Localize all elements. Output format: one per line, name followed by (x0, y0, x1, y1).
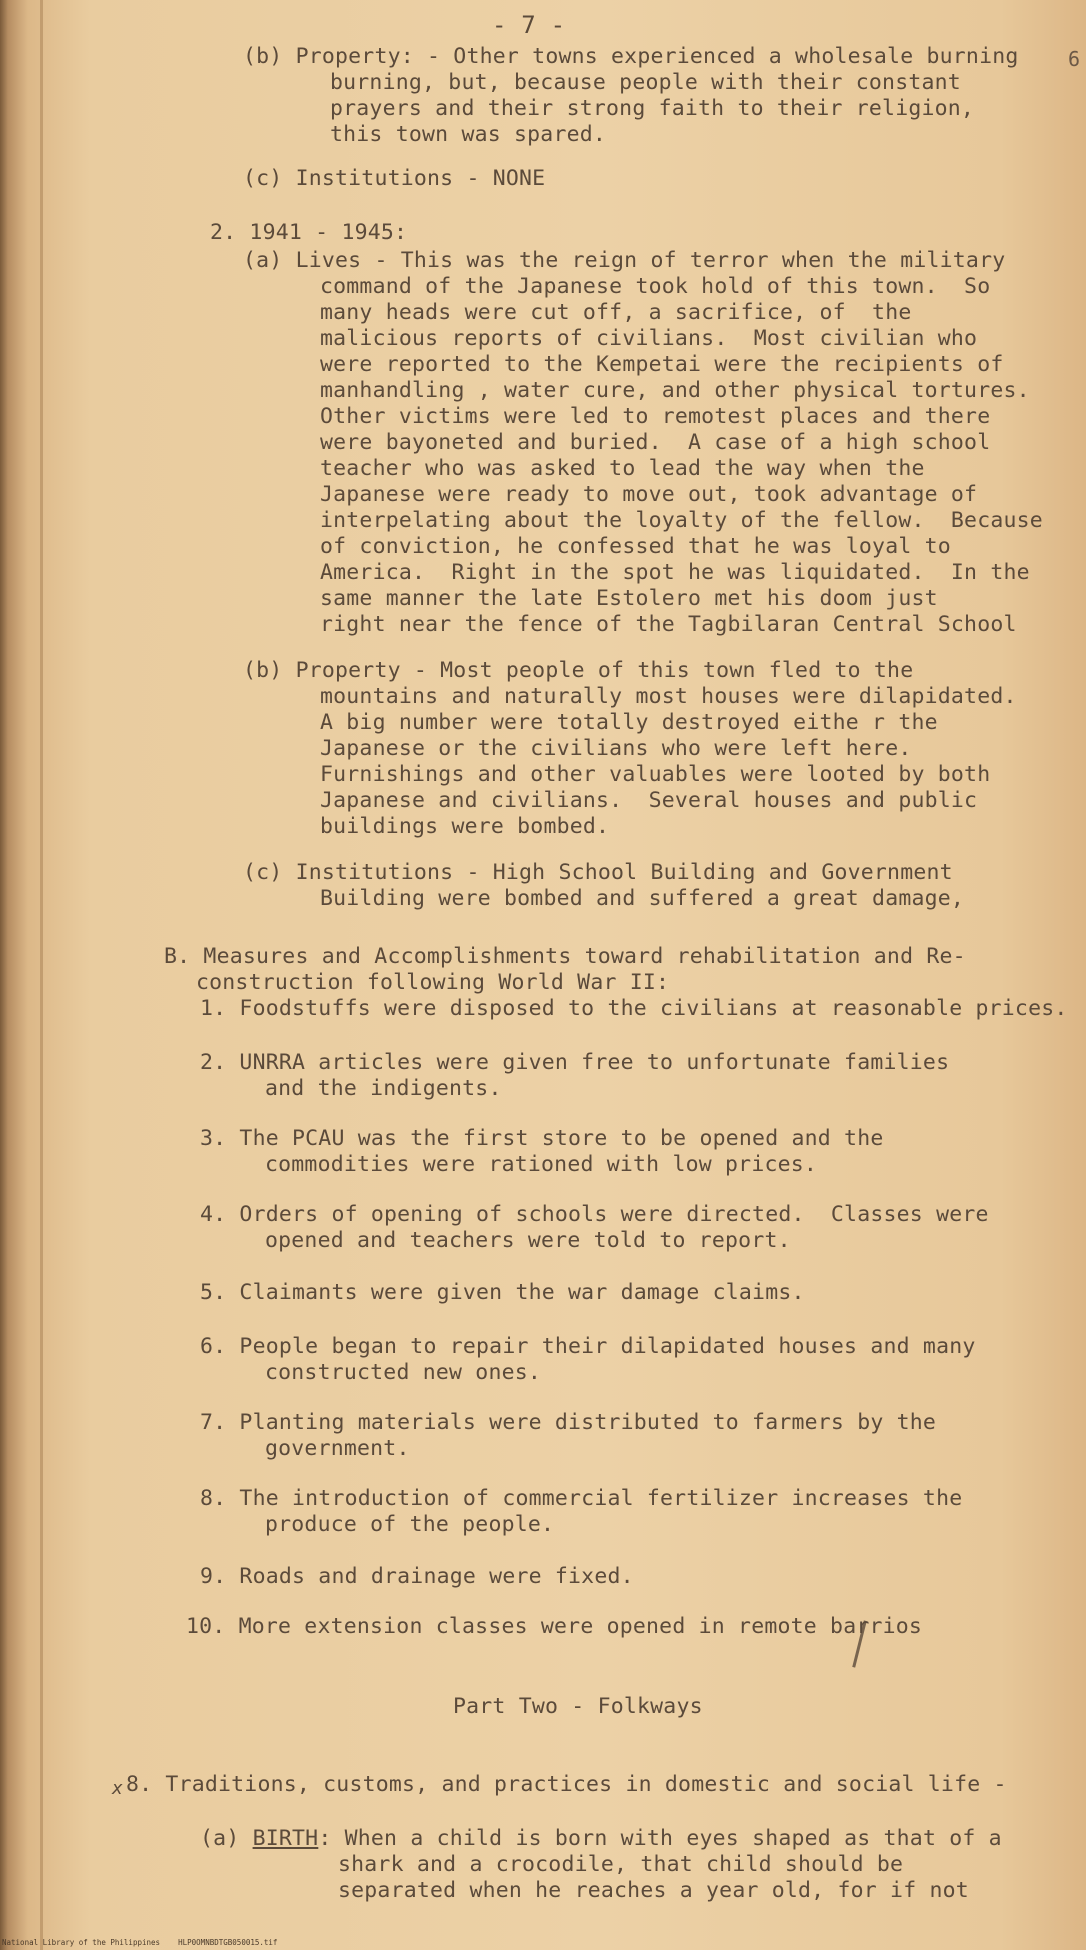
birth-line-3: separated when he reaches a year old, for if not (338, 1878, 969, 1903)
measure-item-4: 4. Orders of opening of schools were directed. Classes were (200, 1202, 989, 1227)
lives-line-6: manhandling , water cure, and other physical tortures. (320, 378, 1030, 403)
prev-property-line-1: (b) Property: - Other towns experienced a wholesale burning (243, 44, 1019, 69)
property-line-4: Japanese or the civilians who were left here. (320, 736, 912, 761)
prev-property-line-4: this town was spared. (330, 122, 607, 147)
lives-line-4: malicious reports of civilians. Most civilian who (320, 326, 978, 351)
property-line-7: buildings were bombed. (320, 814, 610, 839)
measure-item-8: 8. The introduction of commercial fertilizer increases the (200, 1486, 963, 1511)
property-line-2: mountains and naturally most houses were dilapidated. (320, 684, 1017, 709)
lives-line-7: Other victims were led to remotest places and there (320, 404, 991, 429)
birth-line-2: shark and a crocodile, that child should be (338, 1852, 904, 1877)
birth-line-1 (200, 1826, 1002, 1852)
lives-line-14: same manner the late Estolero met his doom just (320, 586, 938, 611)
birth-line-1-rest: : When a child is born with eyes shaped as that of a (318, 1826, 1002, 1851)
lives-line-12: of conviction, he confessed that he was loyal to (320, 534, 951, 559)
measure-item-7: 7. Planting materials were distributed to farmers by the (200, 1410, 937, 1435)
lives-line-2: command of the Japanese took hold of this town. So (320, 274, 991, 299)
lives-line-15: right near the fence of the Tagbilaran Central School (320, 612, 1017, 637)
part-two-title: Part Two - Folkways (453, 1694, 703, 1719)
measure-item-5: 5. Claimants were given the war damage claims. (200, 1280, 805, 1305)
property-line-1: (b) Property - Most people of this town fled to the (243, 658, 914, 683)
heading-1941-1945: 2. 1941 - 1945: (210, 220, 408, 245)
prev-property-line-3: prayers and their strong faith to their religion, (330, 96, 975, 121)
lives-line-3: many heads were cut off, a sacrifice, of the (320, 300, 912, 325)
page-number: - 7 - (492, 11, 566, 39)
measure-item-1: 1. Foodstuffs were disposed to the civilians at reasonable prices. (200, 996, 1068, 1021)
measure-item-2-cont: and the indigents. (265, 1076, 502, 1101)
section-b-heading-1: B. Measures and Accomplishments toward rehabilitation and Re- (164, 944, 966, 969)
institutions-line-2: Building were bombed and suffered a great damage, (320, 886, 965, 911)
measure-item-6-cont: constructed new ones. (265, 1360, 542, 1385)
traditions-heading: 8. Traditions, customs, and practices in domestic and social life - (126, 1772, 1007, 1797)
corner-page-mark: 6 (1068, 47, 1081, 71)
measure-item-10: 10. More extension classes were opened in remote barrios (186, 1614, 923, 1639)
measure-item-6: 6. People began to repair their dilapidated houses and many (200, 1334, 976, 1359)
lives-line-11: interpelating about the loyalty of the fellow. Because (320, 508, 1043, 533)
margin-mark: x (112, 1778, 124, 1799)
section-b-heading-2: construction following World War II: (196, 970, 670, 995)
lives-line-10: Japanese were ready to move out, took advantage of (320, 482, 978, 507)
birth-prefix-open: (a) (200, 1826, 253, 1851)
measure-item-9: 9. Roads and drainage were fixed. (200, 1564, 634, 1589)
measure-item-7-cont: government. (265, 1436, 410, 1461)
prev-institutions: (c) Institutions - NONE (243, 166, 546, 191)
measure-item-4-cont: opened and teachers were told to report. (265, 1228, 791, 1253)
measure-item-3-cont: commodities were rationed with low prices. (265, 1152, 818, 1177)
binding-edge (40, 0, 43, 1950)
institutions-line-1: (c) Institutions - High School Building and Government (243, 860, 953, 885)
measure-item-8-cont: produce of the people. (265, 1512, 555, 1537)
property-line-3: A big number were totally destroyed eithe r the (320, 710, 938, 735)
property-line-5: Furnishings and other valuables were looted by both (320, 762, 991, 787)
property-line-6: Japanese and civilians. Several houses and public (320, 788, 978, 813)
lives-line-8: were bayoneted and buried. A case of a high school (320, 430, 991, 455)
scan-footer: National Library of the Philippines HLP0OMNBDTGB050015.tif (2, 1938, 278, 1947)
lives-line-1: (a) Lives - This was the reign of terror when the military (243, 248, 1006, 273)
measure-item-3: 3. The PCAU was the first store to be opened and the (200, 1126, 884, 1151)
lives-line-5: were reported to the Kempetai were the recipients of (320, 352, 1004, 377)
lives-line-9: teacher who was asked to lead the way when the (320, 456, 925, 481)
lives-line-13: America. Right in the spot he was liquidated. In the (320, 560, 1030, 585)
birth-label: BIRTH (252, 1826, 319, 1851)
prev-property-line-2: burning, but, because people with their constant (330, 70, 961, 95)
measure-item-2: 2. UNRRA articles were given free to unfortunate families (200, 1050, 950, 1075)
